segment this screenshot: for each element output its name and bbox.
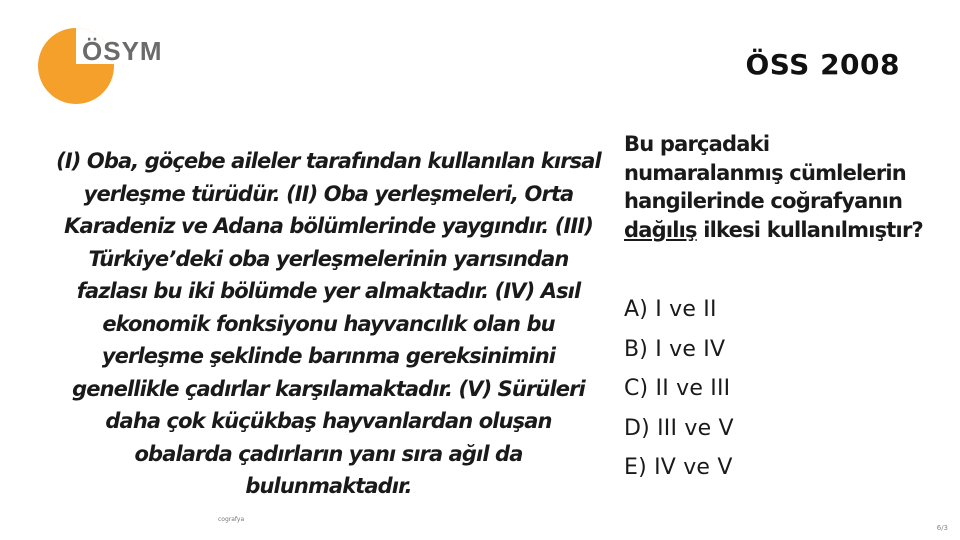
option-d[interactable]: D) III ve V	[624, 415, 734, 441]
footer-mark: cografya	[218, 516, 245, 523]
question-text	[624, 130, 924, 244]
logo-text: ÖSYM	[82, 36, 163, 66]
answer-options	[624, 290, 734, 488]
question-underlined-word: dağılış	[624, 217, 697, 242]
option-c[interactable]: C) II ve III	[624, 376, 731, 401]
osym-logo	[38, 28, 188, 108]
question-text-part: ilkesi kullanılmıştır?	[696, 217, 923, 242]
option-a[interactable]: A) I ve II	[624, 297, 717, 322]
option-b[interactable]: B) I ve IV	[624, 336, 726, 362]
question-text-part: Bu parçadaki numaralanmış cümlelerin hangilerinde coğrafyanın	[624, 132, 906, 213]
exam-title: ÖSS 2008	[745, 48, 900, 81]
passage-text: (I) Oba, göçebe aileler tarafından kullanılan kırsal yerleşme türüdür. (II) Oba yerleşmeleri, Orta Karadeniz ve Adana bölümlerinde yaygındır. (III) Türkiye’deki oba yerleşmelerinin yarısından fazlası bu iki bölümde yer almaktadır. (IV) Asıl ekonomik fonksiyonu hayvancılık olan bu yerleşme şeklinde barınma gereksinimini genellikle çadırlar karşılamaktadır. (V) Sürüleri daha çok küçükbaş hayvanlardan oluşan obalarda çadırların yanı sıra ağıl da bulunmaktadır.	[56, 149, 601, 498]
page-number: 6/3	[936, 524, 948, 532]
option-e[interactable]: E) IV ve V	[624, 455, 733, 480]
